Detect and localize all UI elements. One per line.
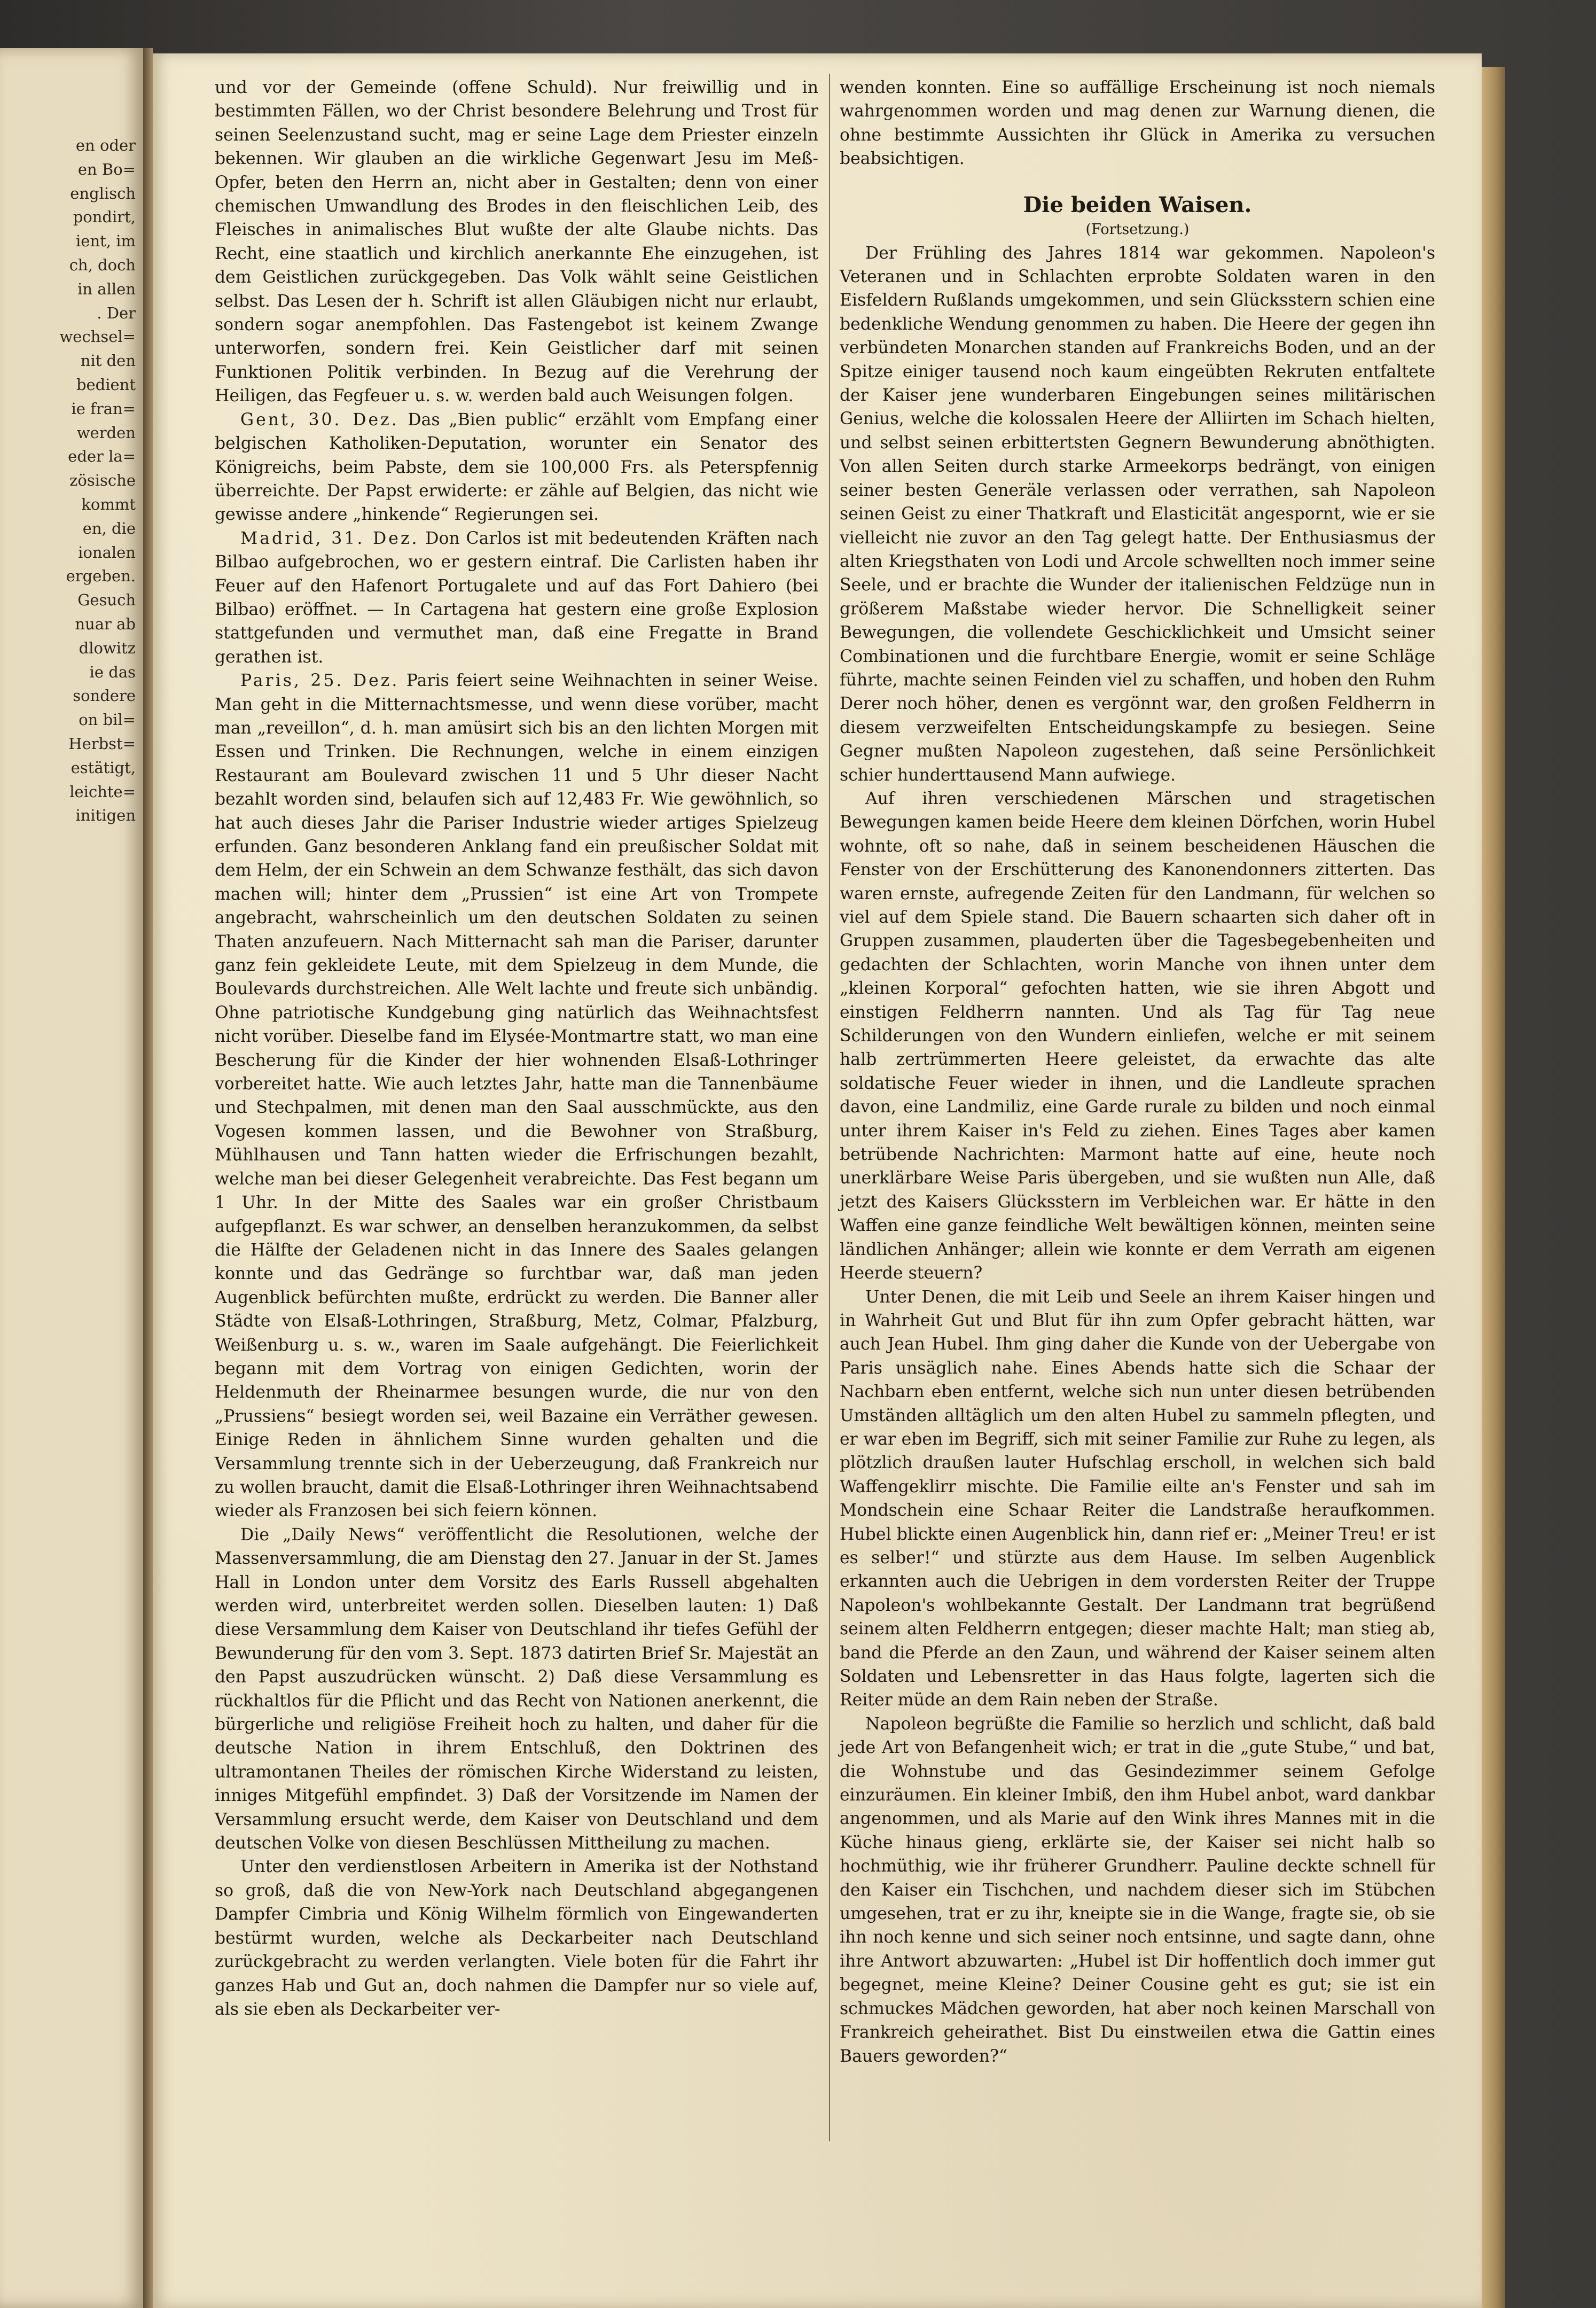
left-page-fragment: zösische [69,471,136,490]
left-page-fragment: initigen [75,806,136,825]
left-page-fragment: bedient [76,375,136,394]
column-left [215,76,818,2021]
left-page-fragment: en, die [82,519,136,537]
story-title: Die beiden Waisen. [1023,192,1252,217]
dateline-paris: Paris, 25. Dez. [240,671,400,691]
left-page-fragment: leichte= [69,782,136,801]
news-daily-news: Die „Daily News“ veröffentlicht die Resolutionen, welche der Massenversammlung, die am Dienstag den 27. Januar in der St. James Hall in London unter dem Vorsitz des Earls Russell abgehalten werden wird, unterbreitet werden sollen. Dieselben lauten: 1) Daß diese Versammlung dem Kaiser von Deutschland ihr tiefes Gefühl der Bewunderung für den vom 3. Sept. 1873 datirten Brief Sr. Majestät an den Papst auszudrücken wünscht. 2) Daß diese Versammlung es rückhaltlos für die Pflicht und das Recht von Nationen anerkennt, die bürgerliche und religiöse Freiheit hoch zu halten, und daher für die deutsche Nation in ihrem Entschluß, den Doktrinen des ultramontanen Theiles der römischen Kirche Widerstand zu leisten, inniges Mitgefühl empfindet. 3) Daß der Vorsitzende im Namen der Versammlung ersucht werde, dem Kaiser von Deutschland und dem deutschen Volke von diesen Beschlüssen Mittheilung zu machen. [215,1525,818,1853]
church-reform-paragraph: und vor der Gemeinde (offene Schuld). Nur freiwillig und in bestimmten Fällen, wo der Christ besondere Belehrung und Trost für seinen Seelenzustand sucht, mag er seine Lage dem Priester einzeln bekennen. Wir glauben an die wirkliche Gegenwart Jesu im Meß-Opfer, beten den Herrn an, nicht aber in Gestalten; denn von einer chemischen Umwandlung des Brodes in den fleischlichen Leib, des Fleisches in animalisches Blut wußte der alte Glaube nichts. Das Recht, eine staatlich und kirchlich anerkannte Ehe einzugehen, ist dem Geistlichen zurückgegeben. Das Volk wählt seine Geistlichen selbst. Das Lesen der h. Schrift ist allen Gläubigen nicht nur erlaubt, sondern sogar anempfohlen. Das Fastengebot ist keinem Zwange unterworfen, sondern frei. Kein Geistlicher darf mit seinen Funktionen Politik verbinden. In Bezug auf die Verehrung der Heiligen, das Fegfeuer u. s. w. werden bald auch Weisungen folgen. [215,78,818,406]
left-page-fragment: sondere [73,687,136,705]
left-page-fragment: ient, im [76,232,136,251]
left-page-edge [0,48,143,2308]
left-page-fragment: dlowitz [79,638,136,657]
left-page-fragment: werden [76,423,136,442]
story-paragraph-3: Unter Denen, die mit Leib und Seele an ihrem Kaiser hingen und in Wahrheit Gut und Blut für ihn zum Opfer gebracht hätten, war auch Jean Hubel. Ihm ging daher die Kunde von der Uebergabe von Paris unsäglich nahe. Eines Abends hatte sich die Schaar der Nachbarn eben entfernt, welche sich nun unter diesen betrübenden Umständen alltäglich um den alten Hubel zu sammeln pflegten, und er war eben im Begriff, sich mit seiner Familie zur Ruhe zu legen, als plötzlich draußen lauter Hufschlag erscholl, in welchen sich bald Waffengeklirr mischte. Die Familie eilte an's Fenster und sah im Mondschein eine Schaar Reiter die Landstraße heraufkommen. Hubel blickte einen Augenblick hin, dann rief er: „Meiner Treu! er ist es selber!“ und stürzte aus dem Hause. Im selben Augenblick erkannten auch die Uebrigen in dem vordersten Reiter der Truppe Napoleon's wohlbekannte Gestalt. Der Landmann trat begrüßend seinem alten Feldherrn entgegen; dieser machte Halt; man stieg ab, band die Pferde an den Zaun, und während der Kaiser seinem alten Soldaten und Lebensretter in das Haus folgte, lagerten sich die Reiter müde an dem Rain neben der Straße. [840,1287,1435,1710]
left-page-fragment: in allen [77,279,136,298]
column-right [840,76,1435,2068]
news-paris [215,669,818,1523]
left-page-fragment: Herbst= [68,734,136,753]
left-page-fragment: nuar ab [75,614,136,633]
story-subtitle: (Fortsetzung.) [1085,221,1190,238]
left-page-fragment: on bil= [79,711,136,729]
left-page-fragment: englisch [70,184,136,202]
news-madrid-text: Don Carlos ist mit bedeutenden Kräften nach Bilbao aufgebrochen, wo er gestern eintraf. Die Carlisten haben ihr Feuer auf den Hafenort Portugalete und auf das Fort Dahiero (bei Bilbao) eröffnet. — In Cartagena hat gestern eine große Explosion stattgefunden und vermuthet man, daß eine Fregatte in Brand gerathen ist. [215,528,818,667]
page-edge [1482,67,1505,2308]
left-page-fragment: ie fran= [71,399,136,418]
left-page-fragment: kommt [81,495,136,513]
news-paris-text: Paris feiert seine Weihnachten in seiner Weise. Man geht in die Mitternachtsmesse, und wenn diese vorüber, macht man „reveillon“, d. h. man amüsirt sich bis an den lichten Morgen mit Essen und Trinken. Die Rechnungen, welche in einem einzigen Restaurant am Boulevard zwischen 11 und 5 Uhr dieser Nacht bezahlt worden sind, belaufen sich auf 12,483 Fr. Wie gewöhnlich, so hat auch dieses Jahr die Pariser Industrie wieder artiges Spielzeug erfunden. Ganz besonderen Anklang fand ein preußischer Soldat mit dem Helm, der ein Schwein an dem Schwanze festhält, das sich davon machen will; hinter dem „Prussien“ ist eine Art von Trompete angebracht, wahrscheinlich um den deutschen Soldaten zu seinen Thaten anzufeuern. Nach Mitternacht sah man die Pariser, darunter ganz fein gekleidete Leute, mit dem Spielzeug in dem Munde, die Boulevards durchstreichen. Alle Welt lachte und freute sich unbändig. Ohne patriotische Kundgebung ging natürlich das Weihnachtsfest nicht vorüber. Dieselbe fand im Elysée-Montmartre statt, wo man eine Bescherung für die Kinder der hier wohnenden Elsaß-Lothringer vorbereitet hatte. Wie auch letztes Jahr, hatte man die Tannenbäume und Stechpalmen, mit denen man den Saal ausschmückte, aus den Vogesen kommen lassen, und die Bewohner von Straßburg, Mühlhausen und Tann hatten wieder die Erfrischungen bezahlt, welche man bei dieser Gelegenheit verabreichte. Das Fest begann um 1 Uhr. In der Mitte des Saales war ein großer Christbaum aufgepflanzt. Es war schwer, an denselben heranzukommen, da selbst die Hälfte der Geladenen nicht in das Innere des Saales gelangen konnte und das Gedränge so furchtbar war, daß man jeden Augenblick befürchten mußte, erdrückt zu werden. Die Banner aller Städte von Elsaß-Lothringen, Straßburg, Metz, Colmar, Pfalzburg, Weißenburg u. s. w., waren im Saale aufgehängt. Die Feierlichkeit begann mit dem Vortrag von einigen Gedichten, worin der Heldenmuth der Rheinarmee besungen wurde, die nur von den „Prussiens“ besiegt worden sei, weil Bazaine ein Verräther gewesen. Einige Reden in ähnlichem Sinne wurden gehalten und die Versammlung trennte sich in der Ueberzeugung, daß Frankreich nur zu wollen braucht, damit die Elsaß-Lothringer ihren Weihnachtsabend wieder als Franzosen bei sich feiern können. [215,671,819,1521]
left-page-fragment: ie das [89,662,136,681]
left-page-fragment: nit den [80,352,136,370]
story-paragraph-4: Napoleon begrüßte die Familie so herzlich und schlicht, daß bald jede Art von Befangenheit wich; er trat in die „gute Stube,“ und bat, die Wohnstube und das Gesindezimmer seinem Gefolge einzuräumen. Ein kleiner Imbiß, den ihm Hubel anbot, ward dankbar angenommen, und als Marie auf den Wink ihres Mannes mit in die Küche hinaus gieng, erklärte sie, der Kaiser sei nicht halb so hochmüthig, wie ihr früherer Grundherr. Pauline deckte schnell für den Kaiser ein Tischchen, und nachdem dieser sich im Stübchen umgesehen, trat er zu ihr, kneipte sie in die Wange, fragte sie, ob sie ihn noch kenne und sich seiner noch entsinne, und sagte dann, ohne ihre Antwort abzuwarten: „Hubel ist Dir hoffentlich doch immer gut begegnet, meine Kleine? Deiner Cousine geht es gut; sie ist ein schmuckes Mädchen geworden, hat aber noch keinen Marschall von Frankreich geheirathet. Bist Du einstweilen etwa die Gattin eines Bauers geworden?“ [840,1714,1435,2066]
news-gent-text: Das „Bien public“ erzählt vom Empfang einer belgischen Katholiken-Deputation, worunter ein Senator des Königreichs, beim Pabste, dem sie 100,000 Frs. als Peterspfennig überreichte. Der Papst erwiderte: er zähle auf Belgien, das nicht wie gewisse andere „hinkende“ Regierungen sei. [215,410,819,525]
left-page-fragment: ergeben. [66,567,136,586]
left-page-fragment: estätigt, [71,758,136,777]
left-page-fragment: en oder [75,136,136,154]
left-page-fragment: wechsel= [59,328,136,346]
news-america-continued: wenden konnten. Eine so auffällige Erscheinung ist noch niemals wahrgenommen worden und mag denen zur Warnung dienen, die ohne bestimmte Aussichten ihr Glück in Amerika zu versuchen beabsichtigen. [840,78,1435,169]
left-page-fragment: pondirt, [73,208,136,227]
news-gent [215,408,818,527]
news-madrid [215,527,818,669]
left-page-text-fragments [7,134,136,828]
story-paragraph-1: Der Frühling des Jahres 1814 war gekommen. Napoleon's Veteranen und in Schlachten erprobte Soldaten waren in den Eisfeldern Rußlands umgekommen, und sein Glücksstern schien eine bedenkliche Wendung genommen zu haben. Die Heere der gegen ihn verbündeten Monarchen standen auf Frankreichs Boden, und an der Spitze einiger tausend noch kaum eingeübten Rekruten entfaltete der Kaiser jene wunderbaren Eingebungen seines militärischen Genius, welche die kolossalen Heere der Alliirten im Schach hielten, und selbst seinen erbittertsten Gegnern Bewunderung abnöthigten. Von allen Seiten durch starke Armeekorps bedrängt, von einigen seiner besten Generäle verlassen oder verrathen, sah Napoleon seinen Geist zu einer Thatkraft und Elasticität angespornt, wie er sie vielleicht nie zuvor an den Tag gelegt hatte. Der Enthusiasmus der alten Kriegsthaten von Lodi und Arcole schwellten noch immer seine Seele, und er brachte die Wunder der italienischen Feldzüge nun in größerem Maßstabe wieder hervor. Die Schnelligkeit seiner Bewegungen, die vollendete Geschicklichkeit und Umsicht seiner Combinationen und die furchtbare Energie, womit er seine Schläge führte, machte seinen Feinden viel zu schaffen, und hoben den Ruhm Derer noch höher, denen es vergönnt war, den großen Feldherrn in diesem verzweifelten Entscheidungskampfe zu besiegen. Seine Gegner mußten Napoleon zugestehen, daß seine Persönlichkeit schier hunderttausend Mann aufwiege. [840,243,1435,785]
column-divider [829,74,830,2141]
left-page-fragment: en Bo= [77,160,136,178]
news-america: Unter den verdienstlosen Arbeitern in Amerika ist der Nothstand so groß, daß die von New-York nach Deutschland abgegangenen Dampfer Cimbria und König Wilhelm förmlich von Eingewanderten bestürmt wurden, welche als Deckarbeiter nach Deutschland zurückgebracht zu werden verlangten. Viele boten für die Fahrt ihr ganzes Hab und Gut an, doch nahmen die Dampfer nur so viele auf, als sie eben als Deckarbeiter ver- [215,1857,818,2019]
story-paragraph-2: Auf ihren verschiedenen Märschen und stragetischen Bewegungen kamen beide Heere dem kleinen Dörfchen, worin Hubel wohnte, oft so nahe, daß in seinem bescheidenen Häuschen die Fenster von der Erschütterung des Kanonendonners zitterten. Das waren ernste, aufregende Zeiten für den Landmann, für welchen so viel auf dem Spiele stand. Die Bauern schaarten sich daher oft in Gruppen zusammen, plauderten über die Tagesbegebenheiten und gedachten der Schlachten, worin Manche von ihnen unter dem „kleinen Korporal“ gefochten hatten, wie sie ihren Abgott und einstigen Feldherrn nannten. Und als Tag für Tag neue Schilderungen von den Wundern einliefen, welche er mit seinem halb zertrümmerten Heere geleistet, da erwachte das alte soldatische Feuer wieder in ihnen, und die Landleute sprachen davon, eine Landmiliz, eine Garde rurale zu bilden und noch einmal unter ihrem Kaiser in's Feld zu ziehen. Eines Tages aber kamen betrübende Nachrichten: Marmont hatte auf eine, heute noch unerklärbare Weise Paris übergeben, und sie wußten nun Alle, daß jetzt des Kaisers Glücksstern im Verbleichen war. Er hätte in den Waffen eine ganze feindliche Welt bewältigen können, meinten seine ländlichen Anhänger; allein wie konnte er dem Verrath am eigenen Heerde steuern? [840,789,1435,1283]
dateline-gent: Gent, 30. Dez. [240,410,399,430]
book-spine [143,48,153,2308]
left-page-fragment: Gesuch [77,591,136,610]
left-page-fragment: ionalen [78,543,136,562]
dateline-madrid: Madrid, 31. Dez. [240,528,419,548]
left-page-fragment: . Der [97,303,136,322]
left-page-fragment: ch, doch [69,255,136,274]
left-page-fragment: eder la= [68,447,136,466]
